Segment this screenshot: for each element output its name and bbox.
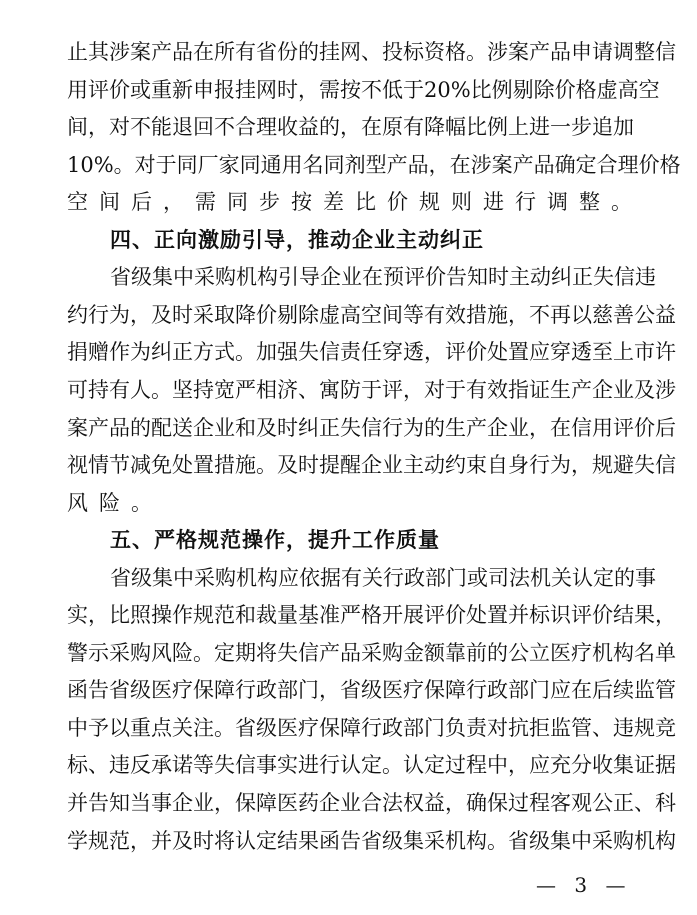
- text-line: 间，对不能退回不合理收益的，在原有降幅比例上进一步追加: [67, 115, 634, 140]
- text-line: 捐赠作为纠正方式。加强失信责任穿透，评价处置应穿透至上市许: [67, 340, 676, 365]
- section-heading: 五、严格规范操作，提升工作质量: [110, 528, 440, 553]
- text-line: 警示采购风险。定期将失信产品采购金额靠前的公立医疗机构名单: [67, 640, 676, 665]
- text-line: 10%。对于同厂家同通用名同剂型产品，在涉案产品确定合理价格: [67, 152, 681, 177]
- text-line: 止其涉案产品在所有省份的挂网、投标资格。涉案产品申请调整信: [67, 40, 676, 64]
- text-line: 可持有人。坚持宽严相济、寓防于评，对于有效指证生产企业及涉: [67, 377, 676, 402]
- text-line: 标、违反承诺等失信事实进行认定。认定过程中，应充分收集证据: [67, 753, 676, 778]
- page-number: — 3 —: [536, 873, 632, 897]
- text-line: 省级集中采购机构应依据有关行政部门或司法机关认定的事: [110, 565, 656, 590]
- text-line: 中予以重点关注。省级医疗保障行政部门负责对抗拒监管、违规竞: [67, 715, 676, 740]
- section-heading: 四、正向激励引导，推动企业主动纠正: [110, 227, 484, 252]
- text-line: 约行为，及时采取降价剔除虚高空间等有效措施，不再以慈善公益: [67, 302, 676, 327]
- text-line: 实，比照操作规范和裁量基准严格开展评价处置并标识评价结果，: [67, 603, 676, 628]
- text-line: 视情节减免处置措施。及时提醒企业主动约束自身行为，规避失信: [67, 453, 676, 478]
- text-line: 案产品的配送企业和及时纠正失信行为的生产企业，在信用评价后: [67, 415, 676, 440]
- text-line: 用评价或重新申报挂网时，需按不低于20%比例剔除价格虚高空: [67, 77, 660, 102]
- text-line: 函告省级医疗保障行政部门，省级医疗保障行政部门应在后续监管: [67, 678, 676, 703]
- text-line: 省级集中采购机构引导企业在预评价告知时主动纠正失信违: [110, 265, 656, 290]
- text-line: 空间后，需同步按差比价规则进行调整。: [67, 190, 643, 215]
- text-line: 学规范，并及时将认定结果函告省级集采机构。省级集中采购机构: [67, 828, 676, 853]
- text-line: 风险。: [67, 490, 163, 515]
- text-line: 并告知当事企业，保障医药企业合法权益，确保过程客观公正、科: [67, 791, 676, 815]
